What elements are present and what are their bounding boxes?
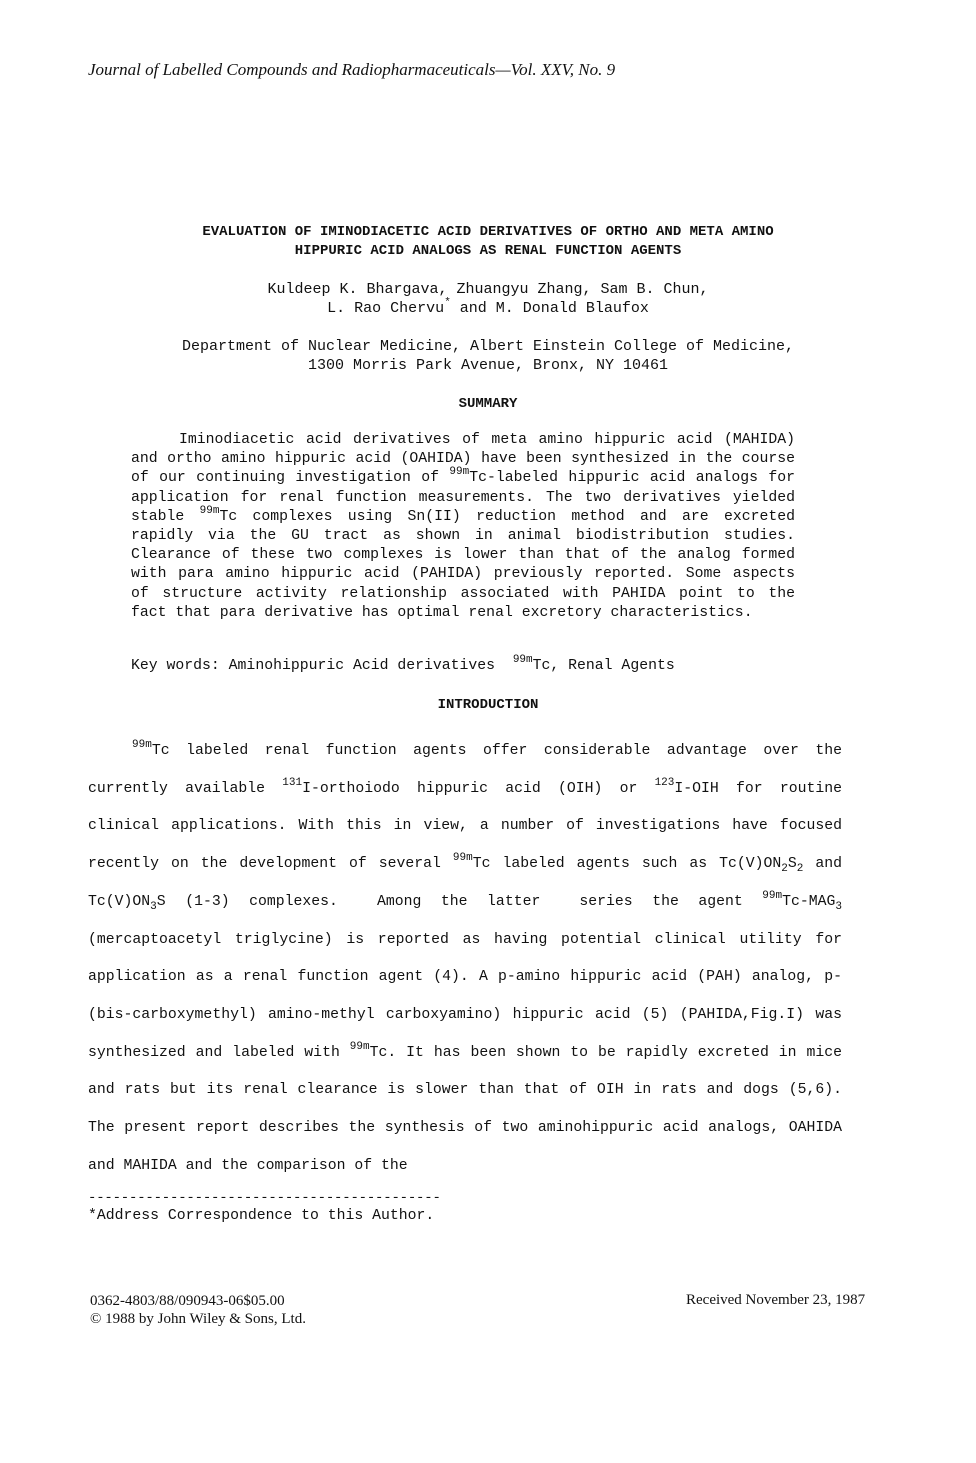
footnote-text: *Address Correspondence to this Author.	[88, 1208, 435, 1224]
author-line-2	[0, 297, 976, 317]
author-line-1: Kuldeep K. Bhargava, Zhuangyu Zhang, Sam B. Chun,	[267, 281, 709, 298]
summary-heading: SUMMARY	[458, 396, 518, 412]
footnote-rule: -------------------------------------------	[88, 1190, 441, 1206]
paper-title-line-2: HIPPURIC ACID ANALOGS AS RENAL FUNCTION AGENTS	[294, 243, 682, 259]
introduction-heading: INTRODUCTION	[437, 697, 539, 713]
author-chervu: L. Rao Chervu	[327, 300, 445, 317]
footer-copyright: © 1988 by John Wiley & Sons, Ltd.	[90, 1311, 306, 1327]
introduction-paragraph: $^{99m}$Tc labeled renal function agents offer considerable advantage over the currently available $^{131}$I-orthoiodo hippuric acid (OIH) or $^{123}$I-OIH for routine clinical applications. With this in view, a number of investigations have focused recently on the development of several $^{99m}$Tc labeled agents such as $Tc(V)ON_2S_2$ and $Tc(V)ON_3S$ (1-3) complexes. Among the latter series the agent $^{99m}Tc-MAG_3$ (mercaptoacetyl triglycine) is reported as having potential clinical utility for application as a renal function agent (4). A p-amino hippuric acid (PAH) analog, p-(bis-carboxymethyl) amino-methyl carboxyamino) hippuric acid (5) (PAHIDA,Fig.I) was synthesized and labeled with $^{99m}$Tc. It has been shown to be rapidly excreted in mice and rats but its renal clearance is slower than that of OIH in rats and dogs (5,6). The present report describes the synthesis of two aminohippuric acid analogs, OAHIDA and MAHIDA and the comparison of the	[88, 739, 851, 1174]
footer-code: 0362-4803/88/090943-06$05.00	[90, 1293, 285, 1309]
journal-header: Journal of Labelled Compounds and Radiopharmaceuticals—Vol. XXV, No. 9	[88, 60, 616, 79]
paper-title-line-1: EVALUATION OF IMINODIACETIC ACID DERIVATIVES OF ORTHO AND META AMINO	[202, 224, 774, 240]
affiliation-line-1: Department of Nuclear Medicine, Albert Einstein College of Medicine,	[181, 338, 795, 355]
affiliation-line-2: 1300 Morris Park Avenue, Bronx, NY 10461	[307, 357, 669, 374]
author-blaufox: and M. Donald Blaufox	[450, 300, 649, 317]
footer-publication-info	[90, 1292, 306, 1328]
keywords: Key words: Aminohippuric Acid derivatives $^{99m}$Tc, Renal Agents	[131, 654, 675, 674]
correspondence-mark: *	[444, 297, 451, 309]
footer-received-date: Received November 23, 1987	[686, 1292, 866, 1308]
summary-paragraph: Iminodiacetic acid derivatives of meta amino hippuric acid (MAHIDA) and ortho amino hippuric acid (OAHIDA) have been synthesized in the course of our continuing investigation of $^{99m}$Tc-labeled hippuric acid analogs for application for renal function measurements. The two derivatives yielded stable $^{99m}$Tc complexes using Sn(II) reduction method and are excreted rapidly via the GU tract as shown in animal biodistribution studies. Clearance of these two complexes is lower than that of the analog formed with para amino hippuric acid (PAHIDA) previously reported. Some aspects of structure activity relationship associated with PAHIDA point to the fact that para derivative has optimal renal excretory characteristics.	[131, 432, 795, 621]
